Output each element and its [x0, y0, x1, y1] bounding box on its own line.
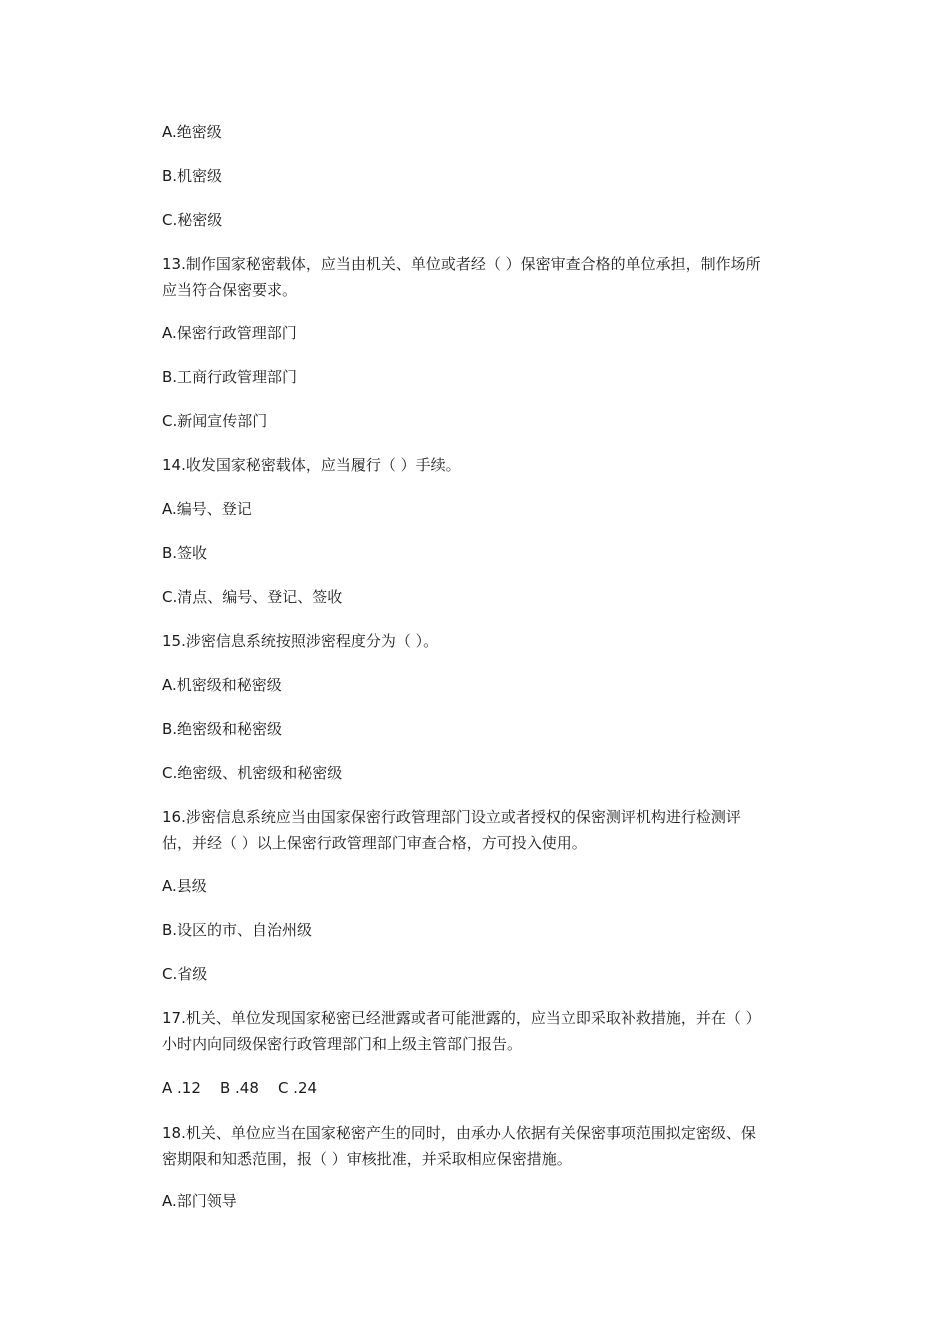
- option-16-b: B.设区的市、自治州级: [162, 921, 313, 939]
- question-14: 14.收发国家秘密载体，应当履行（ ）手续。: [162, 456, 461, 474]
- option-15-a: A.机密级和秘密级: [162, 676, 282, 694]
- question-13-line-1: 13.制作国家秘密载体，应当由机关、单位或者经（ ）保密审查合格的单位承担，制作场所: [162, 255, 761, 273]
- option-14-a: A.编号、登记: [162, 500, 252, 518]
- option-15-b: B.绝密级和秘密级: [162, 720, 283, 738]
- option-14-b: B.签收: [162, 544, 208, 562]
- option-12-b: B.机密级: [162, 167, 223, 185]
- question-16-line-2: 估，并经（ ）以上保密行政管理部门审查合格，方可投入使用。: [162, 834, 587, 852]
- option-13-b: B.工商行政管理部门: [162, 368, 298, 386]
- question-18-line-1: 18.机关、单位应当在国家秘密产生的同时，由承办人依据有关保密事项范围拟定密级、保: [162, 1124, 756, 1142]
- question-17-line-1: 17.机关、单位发现国家秘密已经泄露或者可能泄露的，应当立即采取补救措施，并在（ ）: [162, 1009, 761, 1027]
- option-16-c: C.省级: [162, 965, 208, 983]
- question-13-line-2: 应当符合保密要求。: [162, 281, 298, 299]
- option-14-c: C.清点、编号、登记、签收: [162, 588, 343, 606]
- question-17-line-2: 小时内向同级保密行政管理部门和上级主管部门报告。: [162, 1035, 523, 1053]
- option-12-a: A.绝密级: [162, 123, 222, 141]
- question-18-line-2: 密期限和知悉范围，报（ ）审核批准，并采取相应保密措施。: [162, 1150, 572, 1168]
- option-13-c: C.新闻宣传部门: [162, 412, 268, 430]
- question-15: 15.涉密信息系统按照涉密程度分为（ ）。: [162, 632, 439, 650]
- option-16-a: A.县级: [162, 877, 207, 895]
- option-12-c: C.秘密级: [162, 211, 223, 229]
- options-17: A .12 B .48 C .24: [162, 1079, 318, 1097]
- option-13-a: A.保密行政管理部门: [162, 324, 297, 342]
- option-18-a: A.部门领导: [162, 1192, 237, 1210]
- option-15-c: C.绝密级、机密级和秘密级: [162, 764, 343, 782]
- question-16-line-1: 16.涉密信息系统应当由国家保密行政管理部门设立或者授权的保密测评机构进行检测评: [162, 808, 741, 826]
